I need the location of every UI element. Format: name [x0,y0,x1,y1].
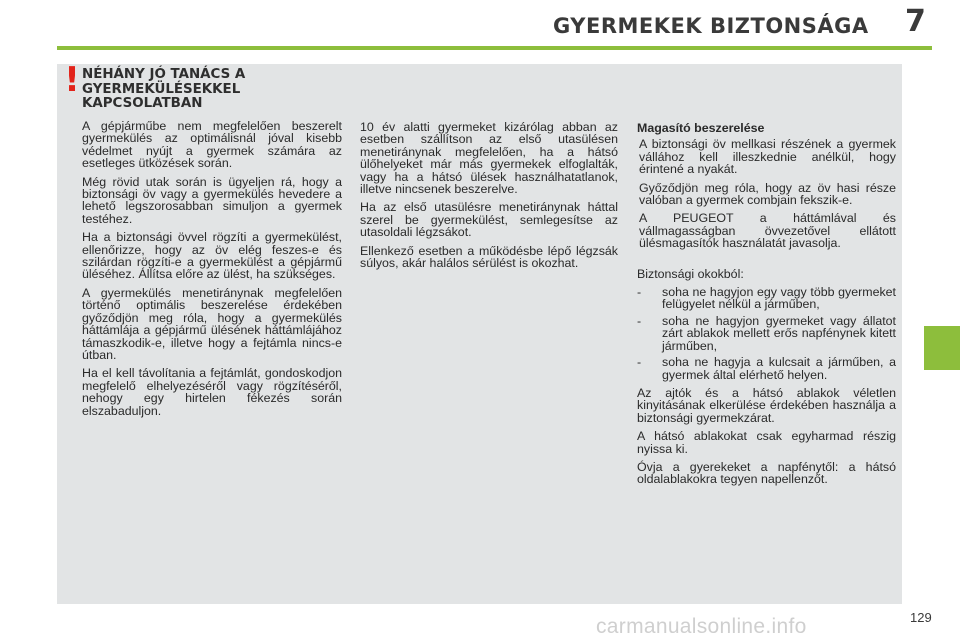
col1-paragraph: A gyermekülés menetiránynak megfelelően történő optimális beszerelése érdekében győződjön meg róla, hogy a gyermekülés háttámlája a gépjármű ülésének háttámlájához támaszkodik-e, illetve hogy a fejtámla nincs-e útban. [82,285,342,362]
closing-paragraph: Óvja a gyerekeket a napfénytől: a hátsó oldalablakokra tegyen napellenzőt. [637,459,896,487]
safety-list-item: - soha ne hagyja a kulcsait a járműben, a gyermek által elérhető helyen. [637,355,896,382]
section-title: NÉHÁNY JÓ TANÁCS A GYERMEKÜLÉSEKKEL KAPCSOLATBAN [82,67,246,111]
col1-paragraph: Ha a biztonsági övvel rögzíti a gyermekülést, ellenőrizze, hogy az öv elég feszes-e és szilárdan rögzíti-e a gyermekülést a gépjármű üléséhez. Állítsa előre az ülést, ha szükséges. [82,230,342,282]
booster-title: Magasító beszerelése [637,121,765,135]
col1-paragraph: Még rövid utak során is ügyeljen rá, hogy a biztonsági öv vagy a gyermekülés hevedere a lehető legszorosabban simuljon a gyermek testéhez. [82,174,342,226]
chapter-number: 7 [905,4,926,39]
dash-bullet: - [637,313,642,328]
closing-paragraph: Az ajtók és a hátsó ablakok véletlen kinyitásának elkerülése érdekében használja a biztonsági gyermekzárat. [637,385,896,425]
col1-paragraph: Ha el kell távolítania a fejtámlát, gondoskodjon megfelelő elhelyezéséről vagy rögzítéséről, nehogy egy hirtelen fékezés során elszabaduljon. [82,366,342,418]
booster-paragraph: A biztonsági öv mellkasi részének a gyermek vállához kell illeszkednie anélkül, hogy érintené a nyakát. [639,137,896,177]
column-2 [360,121,618,275]
page-number: 129 [910,610,932,625]
header-divider [57,46,932,50]
col2-paragraph: 10 év alatti gyermeket kizárólag abban az esetben szállítson az első utasülésen menetiránynak megfelelően, ha a hátsó ülőhelyeket már más gyermekek elfoglalták, vagy ha a hátsó ülések használhatatlanok, illetve nincsenek beszerelve. [360,120,618,197]
chapter-side-tab [924,326,960,370]
closing-paragraph: A hátsó ablakokat csak egyharmad részig nyissa ki. [637,429,896,456]
watermark: carmanualsonline.info [596,615,807,638]
dash-bullet: - [637,285,642,300]
dash-bullet: - [637,355,642,370]
safety-list-item: - soha ne hagyjon gyermeket vagy állatot zárt ablakok mellett erős napfénynek kitett járműben, [637,313,896,353]
warning-icon: ! [64,60,80,100]
column-3 [637,122,896,492]
col1-paragraph: A gépjárműbe nem megfelelően beszerelt gyermekülés az optimálisnál jóval kisebb védelmet nyújt a gyermek számára az esetleges ütközések során. [82,119,342,171]
safety-list [637,286,896,381]
safety-intro: Biztonsági okokból: [637,266,744,281]
safety-list-item: - soha ne hagyjon egy vagy több gyermeket felügyelet nélkül a járműben, [637,285,896,312]
booster-paragraph: A PEUGEOT a háttámlával és vállmagasságban övvezetővel ellátott ülésmagasítók használatát javasolja. [639,211,896,251]
column-1 [82,120,342,423]
col2-paragraph: Ellenkező esetben a működésbe lépő légzsák súlyos, akár halálos sérülést is okozhat. [360,243,618,271]
col2-paragraph: Ha az első utasülésre menetiránynak háttal szerel be gyermekülést, semlegesítse az utasoldali légzsákot. [360,200,618,240]
header-title: GYERMEKEK BIZTONSÁGA [553,14,869,38]
booster-paragraph: Győződjön meg róla, hogy az öv hasi része valóban a gyermek combjain fekszik-e. [639,180,896,208]
